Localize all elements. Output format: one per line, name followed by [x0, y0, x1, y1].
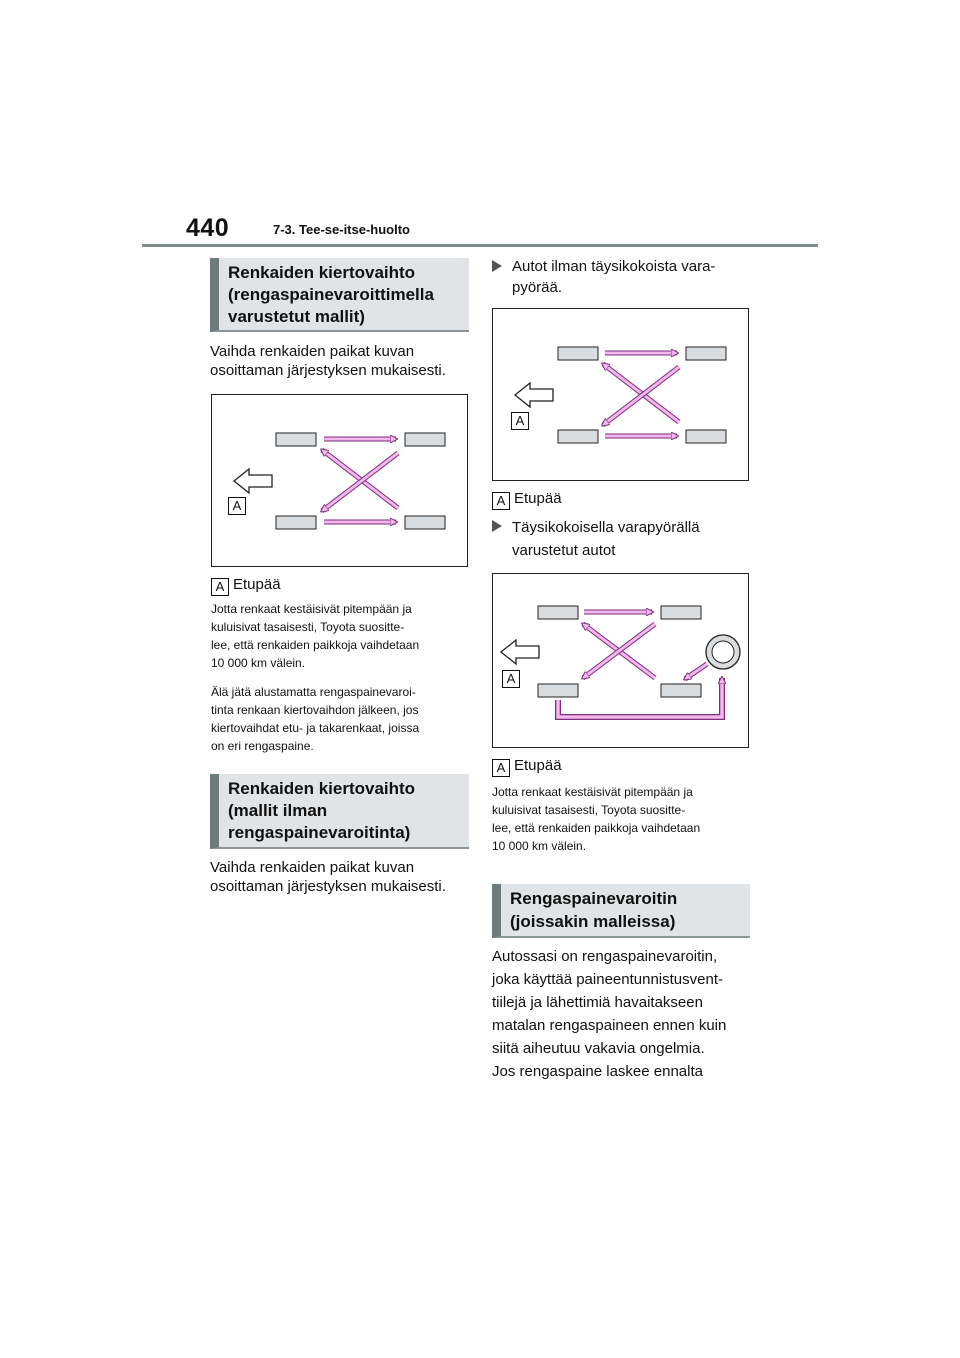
tire-front-left — [538, 606, 578, 619]
tire-front-right — [661, 606, 701, 619]
tire-rear-right — [661, 684, 701, 697]
heading-line: (joissakin malleissa) — [510, 912, 676, 931]
tire-rear-left — [538, 684, 578, 697]
tire-rear-left — [558, 430, 598, 443]
legend-text: Etupää — [233, 576, 281, 593]
heading-rotation-no-tpms — [210, 774, 469, 849]
text-line: Vaihda renkaiden paikat kuvan — [210, 343, 415, 360]
front-marker-badge: A — [511, 412, 529, 430]
bullet-no-spare — [492, 256, 752, 298]
rotation-diagram-svg — [212, 395, 469, 568]
header-divider — [142, 244, 818, 247]
left-outline-arrow-icon — [234, 469, 272, 493]
text-line: 10 000 km välein. — [211, 656, 306, 670]
text-line: Jotta renkaat kestäisivät pitempään ja — [492, 785, 693, 799]
text-line: on eri rengaspaine. — [211, 739, 314, 753]
heading-line: Renkaiden kiertovaihto — [228, 263, 416, 282]
text-line: pyörää. — [512, 279, 563, 296]
tire-front-left — [276, 433, 316, 446]
tire-rear-right — [405, 516, 445, 529]
section-title: 7-3. Tee-se-itse-huolto — [273, 222, 411, 237]
heading-line: (mallit ilman — [228, 801, 328, 820]
text-line: varustetut autot — [512, 542, 616, 559]
heading-tpms — [492, 884, 750, 938]
tpms-paragraph-2 — [492, 1060, 754, 1083]
rotation-diagram-svg — [493, 309, 750, 482]
text-line: lee, että renkaiden paikkoja vaihdetaan — [492, 821, 701, 835]
text-line: Jos rengaspaine laskee ennalta — [492, 1063, 703, 1080]
text-line: tiilejä ja lähettimiä havaitakseen — [492, 994, 703, 1011]
rotation-diagram-2 — [492, 308, 749, 481]
legend-3 — [492, 756, 562, 777]
heading-line: varustetut mallit) — [228, 307, 365, 326]
tire-rear-right — [686, 430, 726, 443]
legend-badge: A — [492, 759, 510, 777]
text-line: Autossasi on rengaspainevaroitin, — [492, 948, 718, 965]
tire-front-left — [558, 347, 598, 360]
tpms-paragraph-1 — [492, 945, 754, 1060]
page-number: 440 — [186, 214, 230, 242]
note-1 — [211, 600, 471, 672]
text-line: lee, että renkaiden paikkoja vaihdetaan — [211, 638, 420, 652]
text-line: kuluisivat tasaisesti, Toyota suositte- — [211, 620, 405, 634]
tire-rear-left — [276, 516, 316, 529]
legend-text: Etupää — [514, 490, 562, 507]
heading-line: (rengaspainevaroittimella — [228, 285, 434, 304]
text-line: 10 000 km välein. — [492, 839, 587, 853]
front-marker-badge: A — [228, 497, 246, 515]
heading-rotation-tpms — [210, 258, 469, 332]
legend-2 — [492, 489, 562, 510]
legend-badge: A — [211, 578, 229, 596]
left-outline-arrow-icon — [515, 383, 553, 407]
note-3 — [492, 783, 754, 855]
rotation-diagram-3 — [492, 573, 749, 748]
triangle-bullet-icon — [492, 260, 502, 272]
heading-line: Renkaiden kiertovaihto — [228, 779, 416, 798]
heading-line: rengaspainevaroitinta) — [228, 823, 411, 842]
text-line: kiertovaihdat etu- ja takarenkaat, joissa — [211, 721, 420, 735]
text-line: tinta renkaan kiertovaihdon jälkeen, jos — [211, 703, 419, 717]
note-2 — [211, 683, 471, 755]
rotation-arrow — [685, 664, 707, 679]
heading-line: Rengaspainevaroitin — [510, 889, 678, 908]
intro-text-1 — [210, 342, 470, 380]
legend-text: Etupää — [514, 757, 562, 774]
text-line: Autot ilman täysikokoista vara- — [512, 258, 716, 275]
text-line: osoittaman järjestyksen mukaisesti. — [210, 362, 446, 379]
bullet-with-spare — [492, 516, 752, 562]
text-line: kuluisivat tasaisesti, Toyota suositte- — [492, 803, 686, 817]
legend-badge: A — [492, 492, 510, 510]
text-line: Jotta renkaat kestäisivät pitempään ja — [211, 602, 412, 616]
text-line: siitä aiheutuu vakavia ongelmia. — [492, 1040, 705, 1057]
text-line: Vaihda renkaiden paikat kuvan — [210, 859, 415, 876]
triangle-bullet-icon — [492, 520, 502, 532]
rotation-diagram-1 — [211, 394, 468, 567]
tire-front-right — [686, 347, 726, 360]
text-line: osoittaman järjestyksen mukaisesti. — [210, 878, 446, 895]
text-line: Älä jätä alustamatta rengaspainevaroi- — [211, 685, 416, 699]
tire-front-right — [405, 433, 445, 446]
front-marker-badge: A — [502, 670, 520, 688]
text-line: joka käyttää paineentunnistusvent- — [492, 971, 723, 988]
left-outline-arrow-icon — [501, 640, 539, 664]
text-line: matalan rengaspaineen ennen kuin — [492, 1017, 727, 1034]
spare-tire-hub — [712, 641, 734, 663]
rotation-diagram-svg — [493, 574, 750, 749]
intro-text-2 — [210, 858, 470, 896]
text-line: Täysikokoisella varapyörällä — [512, 519, 700, 536]
legend-1 — [211, 575, 281, 596]
